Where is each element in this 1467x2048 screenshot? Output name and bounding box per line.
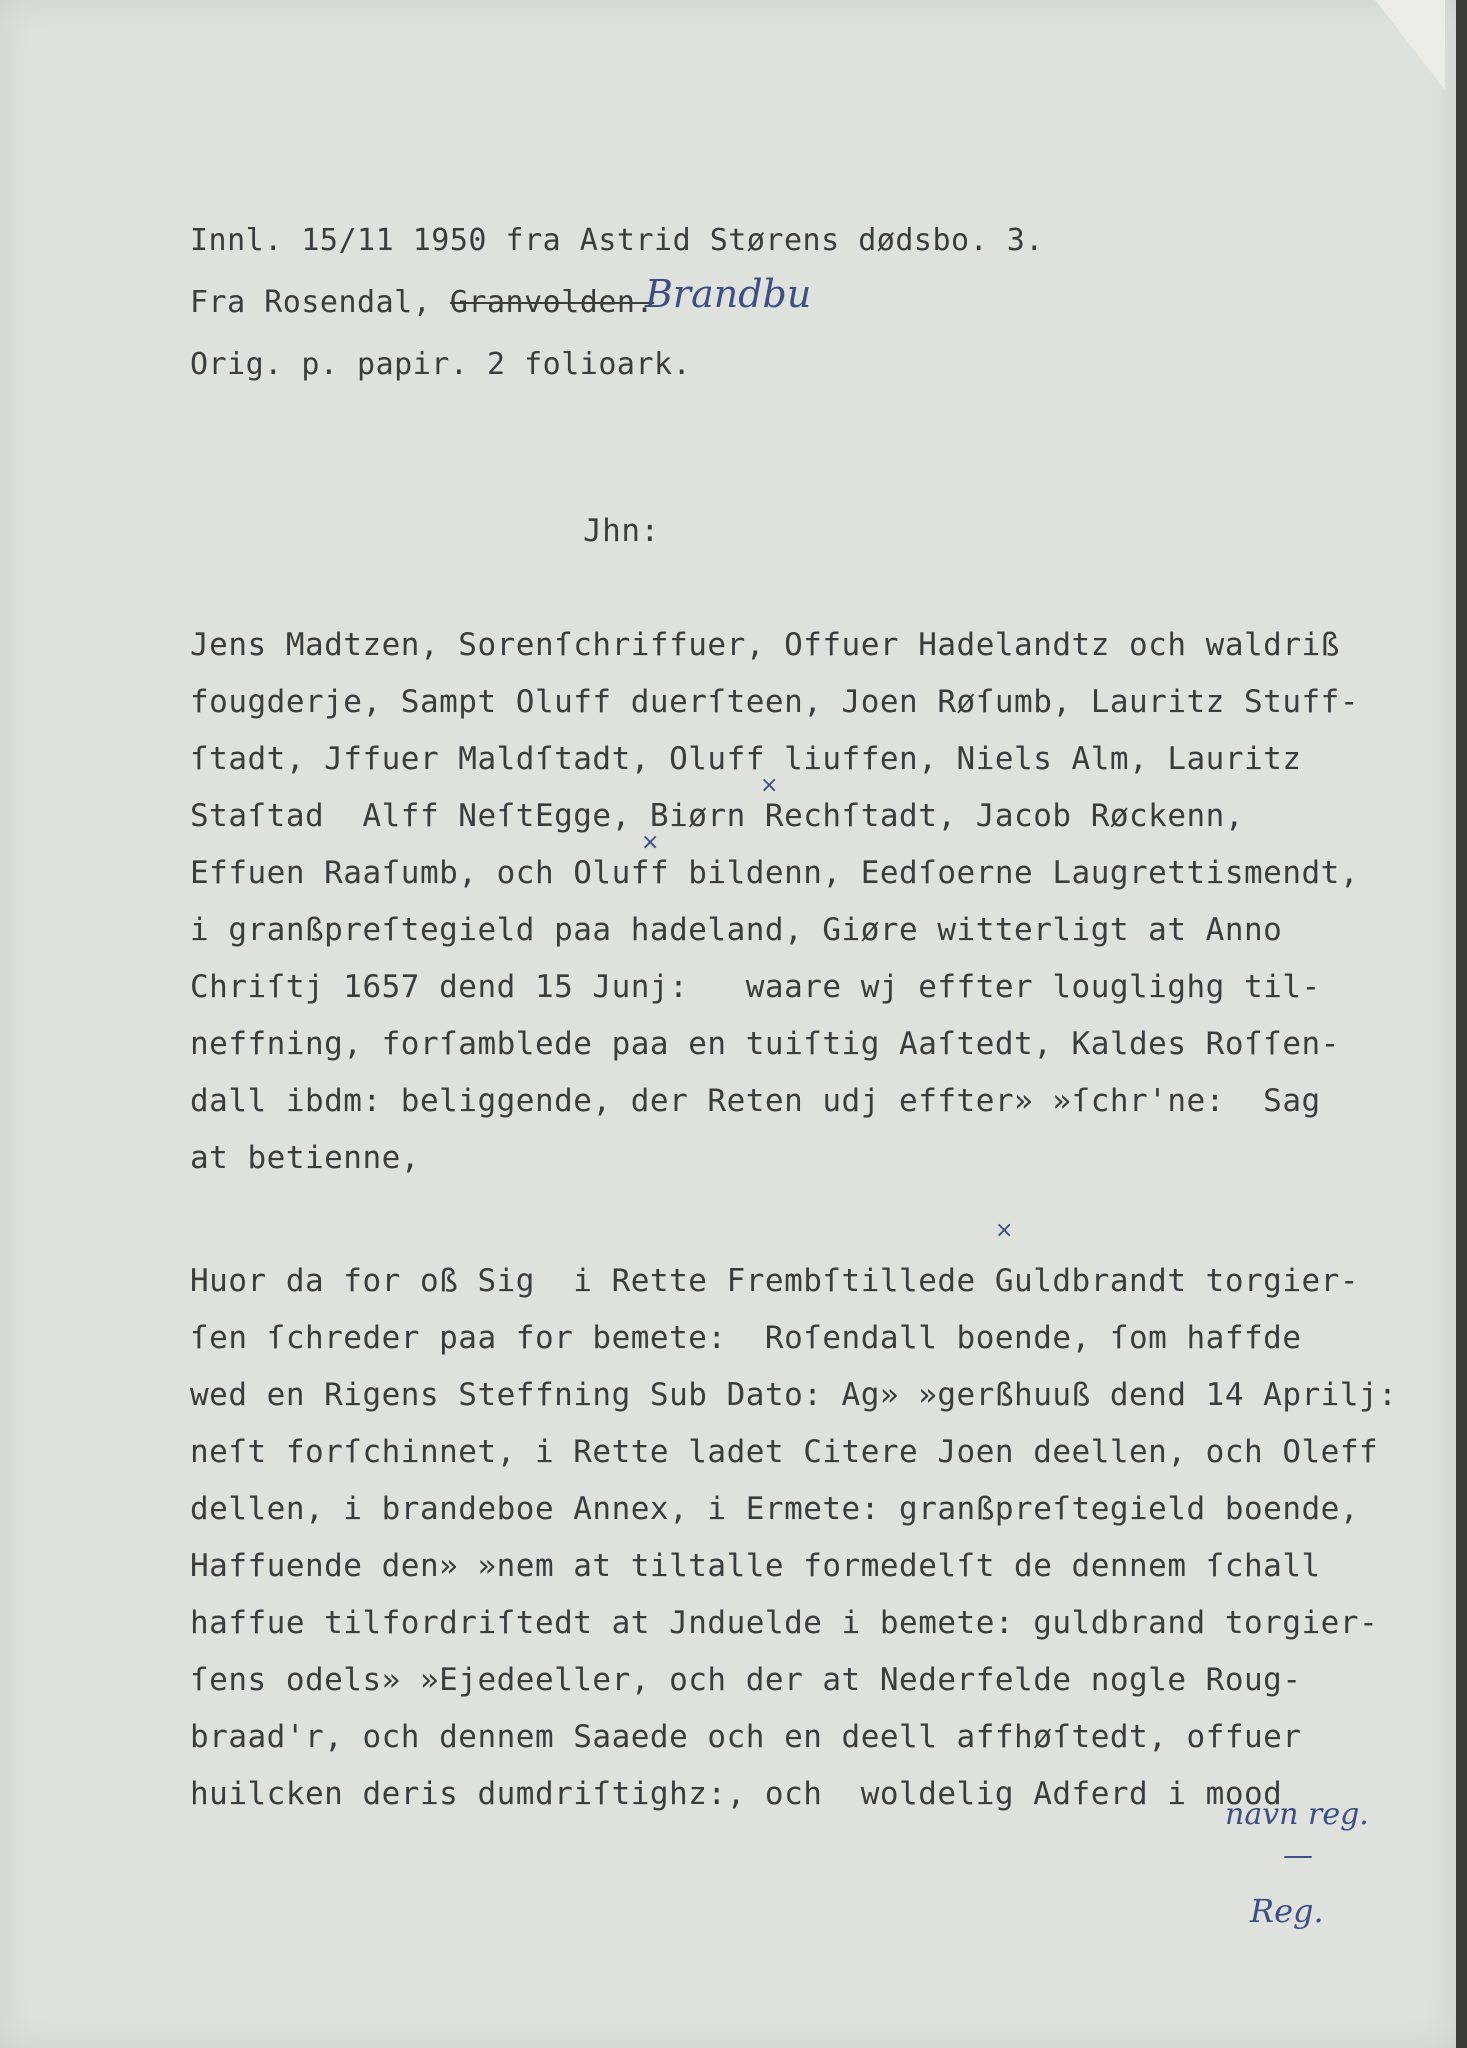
correction-x-mark: × [641,830,660,855]
header-line-1: Innl. 15/11 1950 fra Astrid Størens dødsbo. 3. [190,223,1044,258]
paragraph2-line: ſen ſchreder paa for bemete: Roſendall boende, ſom haffde [190,1320,1302,1356]
margin-note-dash: — [1283,1838,1313,1873]
paragraph2-line: wed en Rigens Steffning Sub Dato: Ag» »gerßhuuß dend 14 Aprilj: [190,1377,1398,1413]
margin-note-reg: Reg. [1250,1892,1324,1930]
paragraph1-line: Chriſtj 1657 dend 15 Junj: waare wj effter louglighg til- [190,969,1321,1005]
header-line-2 [190,285,654,320]
paragraph1-line: ſtadt, Jffuer Maldſtadt, Oluff liuffen, Niels Alm, Lauritz [190,741,1302,777]
paragraph2-line: haffue tilfordriſtedt at Jnduelde i bemete: guldbrand torgier- [190,1605,1379,1641]
correction-x-mark: × [995,1218,1014,1243]
paragraph2-line: Haffuende den» »nem at tiltalle formedelſt de dennem ſchall [190,1548,1321,1584]
paragraph2-line: dellen, i brandeboe Annex, i Ermete: granßpreſtegield boende, [190,1491,1359,1527]
document-heading: Jhn: [583,513,660,549]
header-line-2-prefix: Fra Rosendal, [190,285,450,320]
paragraph2-line: ſens odels» »Ejedeeller, och der at Nederfelde nogle Roug- [190,1662,1302,1698]
paragraph1-line: at betienne, [190,1140,420,1176]
paragraph2-line: neſt forſchinnet, i Rette ladet Citere Joen deellen, och Oleff [190,1434,1379,1470]
correction-x-mark: × [760,773,779,798]
margin-note-navn-reg: navn reg. [1225,1797,1369,1832]
paragraph2-line: huilcken deris dumdriſtighz:, och woldelig Adferd i mood [190,1776,1283,1812]
paragraph2-line: braad'r, och dennem Saaede och en deell affhøſtedt, offuer [190,1719,1302,1755]
paragraph1-line: Jens Madtzen, Sorenſchriffuer, Offuer Hadelandtz och waldriß [190,627,1340,663]
page-corner-fold [1375,0,1445,90]
paragraph1-line: neffning, forſamblede paa en tuiſtig Aaſtedt, Kaldes Roſſen- [190,1026,1340,1062]
handwritten-place-brandbu: Brandbu [645,272,812,316]
paragraph2-line: Huor da for oß Sig i Rette Frembſtillede Guldbrandt torgier- [190,1263,1359,1299]
paragraph1-line: Staſtad Alff NeſtEgge, Biørn Rechſtadt, Jacob Røckenn, [190,798,1244,834]
header-line-3: Orig. p. papir. 2 folioark. [190,347,692,382]
paragraph1-line: Effuen Raaſumb, och Oluff bildenn, Eedſoerne Laugrettismendt, [190,855,1359,891]
paragraph1-line: dall ibdm: beliggende, der Reten udj effter» »ſchr'ne: Sag [190,1083,1321,1119]
paragraph1-line: fougderje, Sampt Oluff duerſteen, Joen Røſumb, Lauritz Stuff- [190,684,1359,720]
paragraph1-line: i granßpreſtegield paa hadeland, Giøre witterligt at Anno [190,912,1283,948]
header-struck-place: Granvolden. [449,285,655,320]
